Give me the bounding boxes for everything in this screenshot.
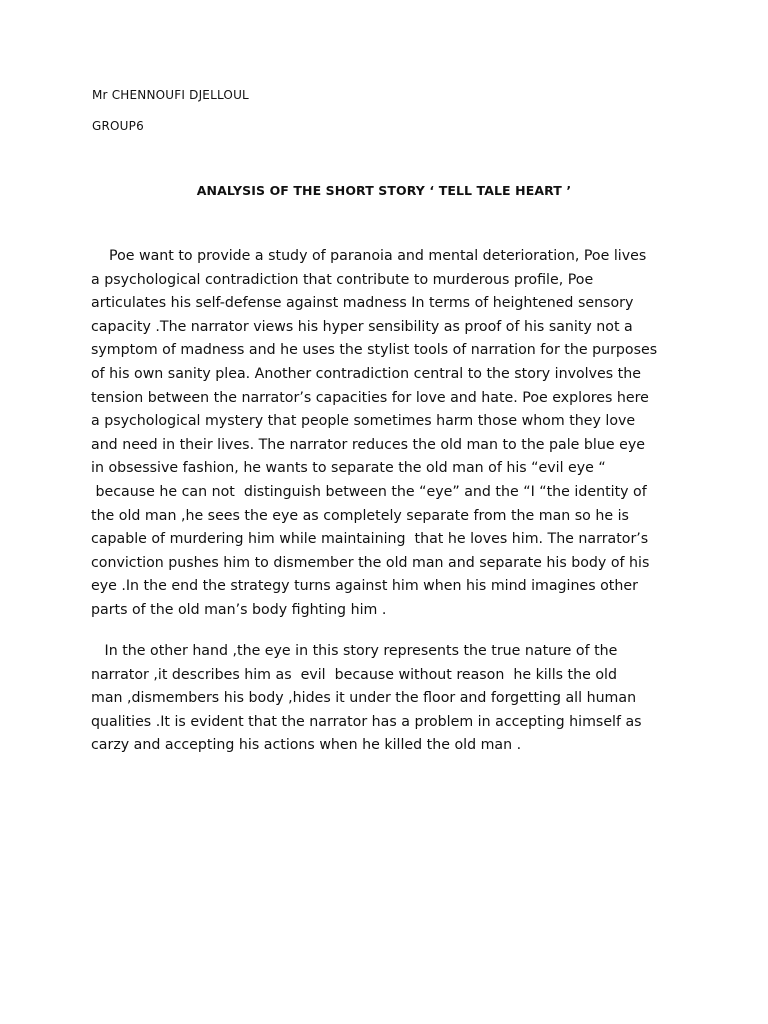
text-line: capacity .The narrator views his hyper sensibility as proof of his sanity not a xyxy=(91,318,633,335)
text-line: in obsessive fashion, he wants to separate the old man of his “evil eye “ xyxy=(91,460,606,477)
text-line: tension between the narrator’s capacities for love and hate. Poe explores here xyxy=(91,389,649,406)
text-line: Poe want to provide a study of paranoia and mental deterioration, Poe lives xyxy=(91,248,647,264)
paragraph-2 xyxy=(91,640,691,758)
text-line: of his own sanity plea. Another contradiction central to the story involves the xyxy=(91,365,641,382)
text-line: conviction pushes him to dismember the old man and separate his body of his xyxy=(91,554,650,571)
text-line: and need in their lives. The narrator reduces the old man to the pale blue eye xyxy=(91,436,645,453)
text-line: symptom of madness and he uses the stylist tools of narration for the purposes xyxy=(91,342,658,359)
text-line: narrator ,it describes him as evil because without reason he kills the old xyxy=(91,666,617,683)
text-line: capable of murdering him while maintaining that he loves him. The narrator’s xyxy=(91,531,649,548)
text-line: articulates his self-defense against madness In terms of heightened sensory xyxy=(91,295,634,312)
text-line: eye .In the end the strategy turns against him when his mind imagines other xyxy=(91,578,638,595)
text-line: parts of the old man’s body fighting him . xyxy=(91,601,387,618)
author-name: Mr CHENNOUFI DJELLOUL xyxy=(92,88,249,102)
text-line: because he can not distinguish between the “eye” and the “I “the identity of xyxy=(91,483,647,500)
text-line: a psychological mystery that people sometimes harm those whom they love xyxy=(91,413,636,430)
text-line: qualities .It is evident that the narrator has a problem in accepting himself as xyxy=(91,713,642,730)
text-line: the old man ,he sees the eye as completely separate from the man so he is xyxy=(91,507,629,524)
document-title: ANALYSIS OF THE SHORT STORY ‘ TELL TALE HEART ’ xyxy=(196,183,572,198)
text-line: carzy and accepting his actions when he killed the old man . xyxy=(91,737,522,754)
paragraph-1 xyxy=(91,245,691,623)
text-line: In the other hand ,the eye in this story represents the true nature of the xyxy=(91,643,618,659)
text-line: a psychological contradiction that contribute to murderous profile, Poe xyxy=(91,271,594,288)
text-line: man ,dismembers his body ,hides it under the floor and forgetting all human xyxy=(91,690,637,707)
group-label: GROUP6 xyxy=(92,119,144,133)
